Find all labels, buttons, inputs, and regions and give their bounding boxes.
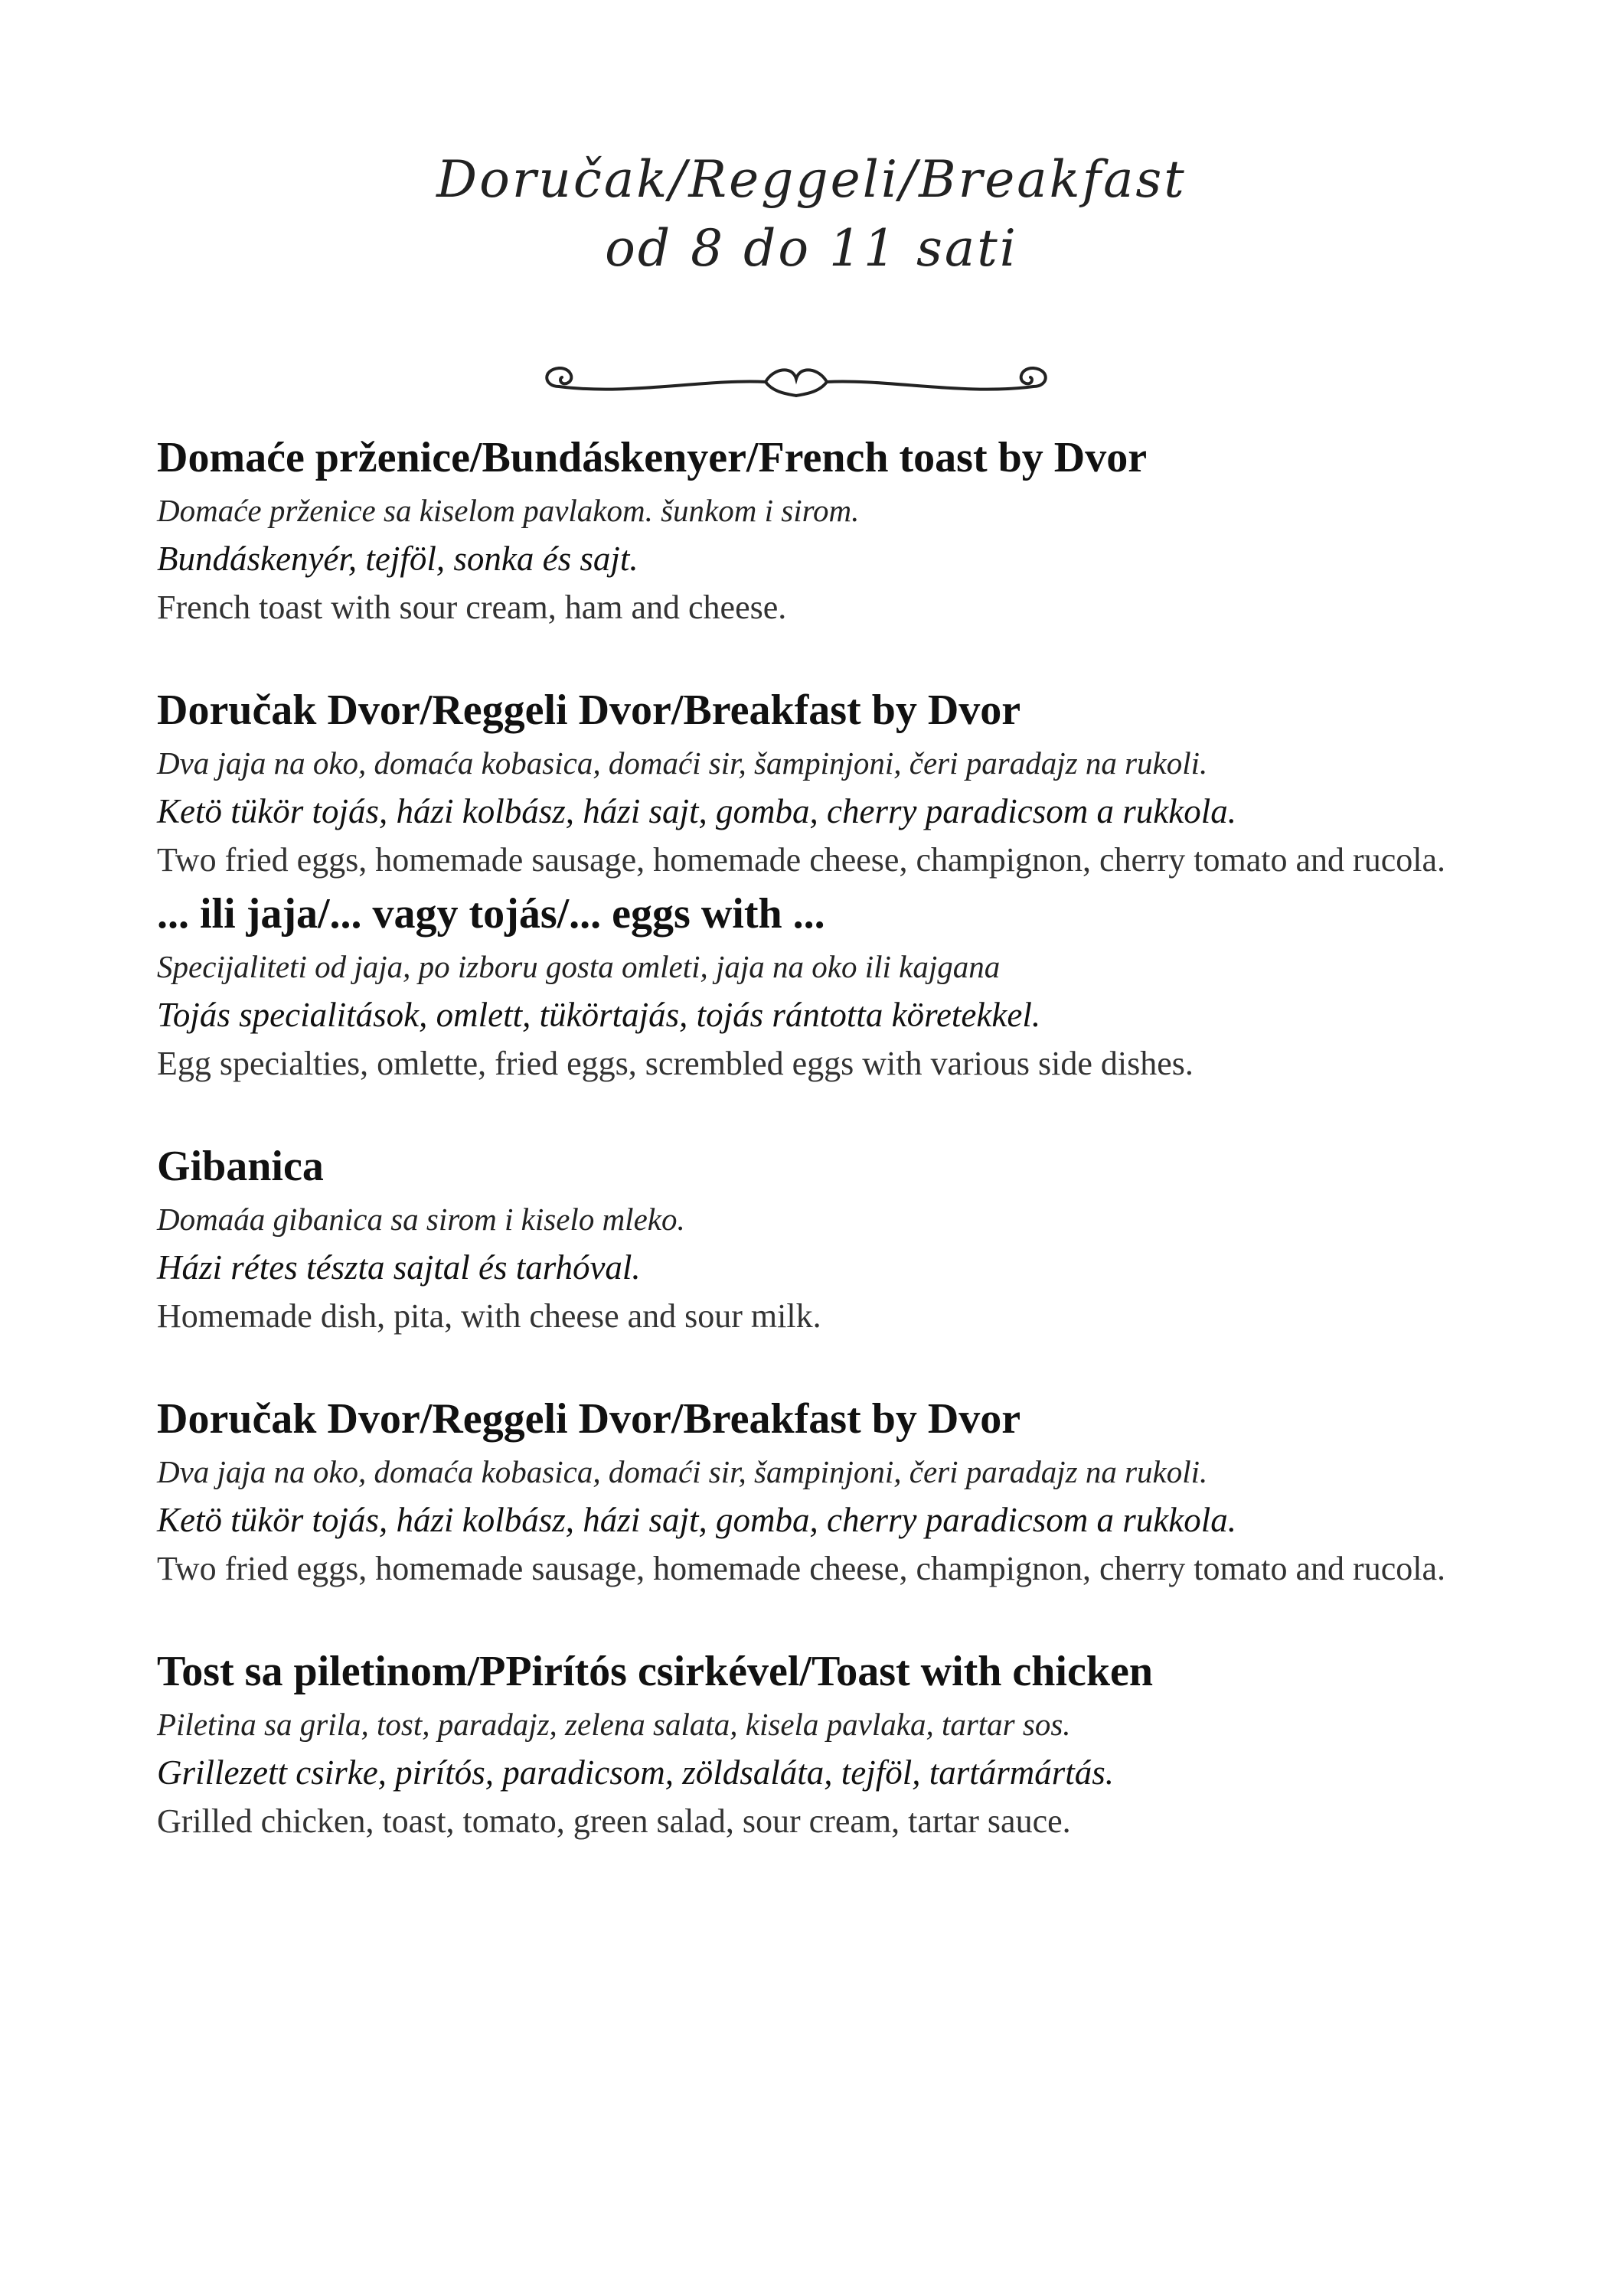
serving-hours: od 8 do 11 sati	[605, 219, 1018, 278]
page-title: Doručak/Reggeli/Breakfast	[436, 150, 1187, 209]
menu-header	[0, 145, 1623, 283]
menu-item-desc-sr: Piletina sa grila, tost, paradajz, zelena salata, kisela pavlaka, tartar sos.	[157, 1707, 1071, 1742]
menu-item	[157, 885, 1504, 1088]
menu-item-desc-en: French toast with sour cream, ham and cheese.	[157, 589, 787, 626]
menu-item	[157, 1642, 1504, 1846]
menu-item-desc-hu: Tojás specialitások, omlett, tükörtajás, tojás rántotta köretekkel.	[157, 996, 1041, 1034]
menu-item-desc-sr: Dva jaja na oko, domaća kobasica, domaći sir, šampinjoni, čeri paradajz na rukoli.	[157, 745, 1208, 781]
menu-items	[157, 429, 1504, 1846]
menu-item-desc-hu: Grillezett csirke, pirítós, paradicsom, zöldsaláta, tejföl, tartármártás.	[157, 1753, 1115, 1792]
menu-item-desc-en: Two fried eggs, homemade sausage, homemade cheese, champignon, cherry tomato and rucola.	[157, 841, 1445, 879]
menu-item-desc-hu: Házi rétes tészta sajtal és tarhóval.	[157, 1248, 641, 1287]
menu-item-desc-en: Grilled chicken, toast, tomato, green salad, sour cream, tartar sauce.	[157, 1802, 1071, 1840]
menu-item-title: ... ili jaja/... vagy tojás/... eggs with ...	[157, 890, 825, 938]
menu-item-title: Tost sa piletinom/PPirítós csirkével/Toast with chicken	[157, 1648, 1153, 1695]
menu-item	[157, 1137, 1504, 1341]
menu-item	[157, 681, 1504, 885]
menu-item-title: Doručak Dvor/Reggeli Dvor/Breakfast by Dvor	[157, 687, 1021, 734]
menu-item-desc-en: Homemade dish, pita, with cheese and sour milk.	[157, 1297, 821, 1335]
menu-item-desc-en: Two fried eggs, homemade sausage, homemade cheese, champignon, cherry tomato and rucola.	[157, 1550, 1445, 1587]
menu-item-title: Doručak Dvor/Reggeli Dvor/Breakfast by Dvor	[157, 1395, 1021, 1443]
menu-item-desc-hu: Ketö tükör tojás, házi kolbász, házi sajt, gomba, cherry paradicsom a rukkola.	[157, 792, 1236, 830]
menu-item-desc-hu: Ketö tükör tojás, házi kolbász, házi sajt, gomba, cherry paradicsom a rukkola.	[157, 1501, 1236, 1539]
menu-item-desc-en: Egg specialties, omlette, fried eggs, scrembled eggs with various side dishes.	[157, 1045, 1194, 1082]
menu-item	[157, 429, 1504, 632]
menu-item-title: Gibanica	[157, 1143, 324, 1190]
menu-item-desc-sr: Dva jaja na oko, domaća kobasica, domaći sir, šampinjoni, čeri paradajz na rukoli.	[157, 1454, 1208, 1489]
menu-item	[157, 1390, 1504, 1593]
menu-item-desc-sr: Domaće prženice sa kiselom pavlakom. šunkom i sirom.	[157, 493, 860, 528]
flourish-divider-icon	[536, 356, 1056, 409]
menu-item-desc-hu: Bundáskenyér, tejföl, sonka és sajt.	[157, 540, 638, 578]
menu-item-desc-sr: Specijaliteti od jaja, po izboru gosta omleti, jaja na oko ili kajgana	[157, 949, 1001, 984]
menu-item-title: Domaće prženice/Bundáskenyer/French toast by Dvor	[157, 434, 1148, 481]
menu-item-desc-sr: Domaáa gibanica sa sirom i kiselo mleko.	[157, 1202, 685, 1237]
